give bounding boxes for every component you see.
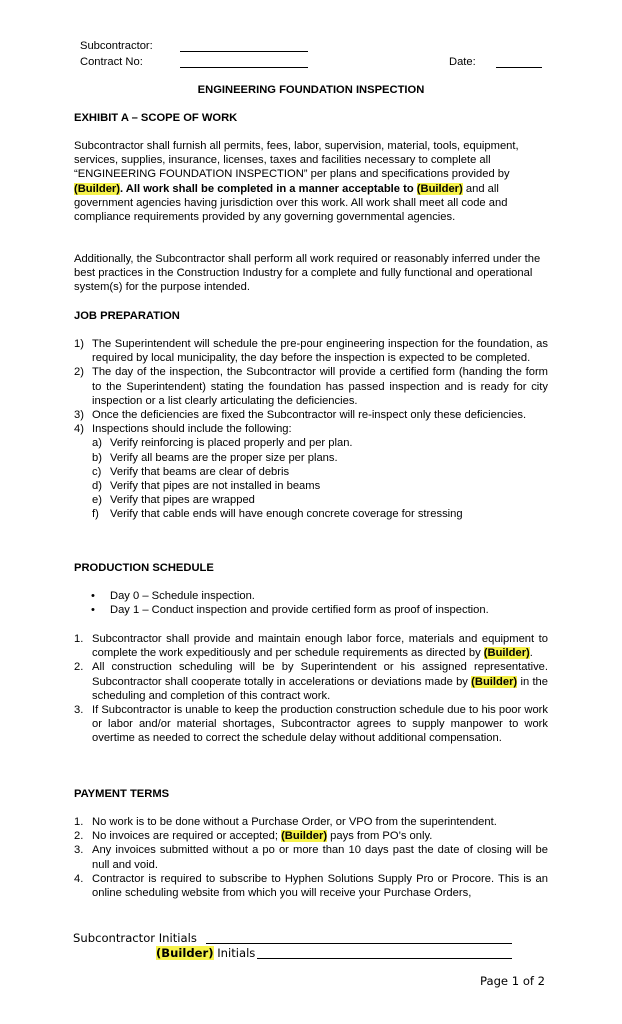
list-item: 3. If Subcontractor is unable to keep the production construction schedule due to his poor work or labor and/or material shortages, Subcontractor agrees to supply manpower to work overtime as needed to correct the schedule delay without additional compensation. (74, 704, 548, 745)
subcontractor-label: Subcontractor: (80, 40, 153, 52)
production-bullets (74, 589, 548, 617)
contract-no-field[interactable] (180, 56, 308, 68)
document-title: ENGINEERING FOUNDATION INSPECTION (197, 84, 425, 96)
bullet-item: • Day 0 – Schedule inspection. (91, 590, 255, 602)
payment-list (74, 815, 548, 900)
job-prep-heading: JOB PREPARATION (74, 310, 180, 322)
list-item: 3. Any invoices submitted without a po or more than 10 days past the date of closing will be null and void. (74, 844, 548, 871)
exhibit-heading: EXHIBIT A – SCOPE OF WORK (74, 112, 238, 124)
sub-list-item: a) Verify reinforcing is placed properly and per plan. (92, 437, 353, 450)
builder-initials: (Builder) Initials (156, 946, 256, 960)
list-item: 1. Subcontractor shall provide and maintain enough labor force, materials and equipment to complete the work expeditiously and per schedule requirements as directed by (Builder). (74, 633, 548, 660)
builder-initials-field[interactable] (257, 947, 512, 959)
list-item: 4. Contractor is required to subscribe to Hyphen Solutions Supply Pro or Procore. This is an online scheduling website from which you will receive your Purchase Orders, (74, 872, 548, 900)
subcontractor-field[interactable] (180, 40, 308, 52)
sub-list-item: d) Verify that pipes are not installed in beams (92, 480, 321, 493)
sub-list-item: e) Verify that pipes are wrapped (92, 494, 255, 507)
builder-highlight: (Builder) (74, 182, 120, 195)
builder-highlight: (Builder) (471, 675, 518, 688)
bullet-item: • Day 1 – Conduct inspection and provide certified form as proof of inspection. (91, 604, 489, 617)
job-prep-list (74, 337, 548, 522)
production-heading: PRODUCTION SCHEDULE (74, 562, 214, 574)
contract-no-label: Contract No: (80, 56, 143, 68)
payment-heading: PAYMENT TERMS (74, 788, 170, 800)
list-item: 1. No work is to be done without a Purchase Order, or VPO from the superintendent. (74, 816, 497, 828)
sub-list-item: c) Verify that beams are clear of debris (92, 465, 290, 478)
list-item: 2. No invoices are required or accepted; (Builder) pays from PO’s only. (74, 830, 433, 843)
list-item: 1) The Superintendent will schedule the pre-pour engineering inspection for the foundation, as required by local municipality, the day before the inspection is expected to be completed. (74, 338, 548, 365)
builder-highlight: (Builder) (281, 830, 328, 843)
builder-highlight: (Builder) (416, 182, 463, 195)
list-item: 4) Inspections should include the following: (74, 423, 292, 436)
sub-list-item: b) Verify all beams are the proper size per plans. (92, 451, 338, 464)
page-number: Page 1 of 2 (480, 974, 546, 988)
additional-paragraph: Additionally, the Subcontractor shall perform all work required or reasonably inferred under the best practices in the Construction Industry for a complete and fully functional and operational system(s) for the purpose intended. (74, 253, 541, 294)
date-field[interactable] (496, 56, 542, 68)
subcontractor-initials-label: Subcontractor Initials (73, 931, 197, 945)
production-list (74, 632, 548, 746)
scope-paragraph: Subcontractor shall furnish all permits, fees, labor, supervision, material, tools, equipment, services, supplies, insurance, licenses, taxes and facilities necessary to complete all “ENGINEERING FOUNDATION INSPECTION” per plans and specifications provided by (Builder). All work shall be completed in a manner acceptable to (Builder) and all government agencies having jurisdiction over this work. All work shall meet all code and compliance requirements provided by any governing governmental agencies. (74, 140, 519, 224)
list-item: 2) The day of the inspection, the Subcontractor will provide a certified form (handing the form to the Superintendent) stating the foundation has passed inspection and is ready for city inspection or a list clearly articulating the deficiencies. (74, 366, 548, 407)
builder-highlight: (Builder) (483, 647, 530, 660)
builder-highlight: (Builder) (156, 946, 214, 960)
subcontractor-initials-field[interactable] (206, 932, 512, 944)
list-item: 3) Once the deficiencies are fixed the Subcontractor will re-inspect only these deficiencies. (74, 409, 527, 422)
list-item: 2. All construction scheduling will be by Superintendent or his assigned representative. Subcontractor shall cooperate totally in accelerations or deviations made by (Builder) in the scheduling and completion of this contract work. (74, 661, 548, 702)
sub-list-item: f) Verify that cable ends will have enough concrete coverage for stressing (92, 508, 463, 521)
date-label: Date: (449, 56, 476, 68)
